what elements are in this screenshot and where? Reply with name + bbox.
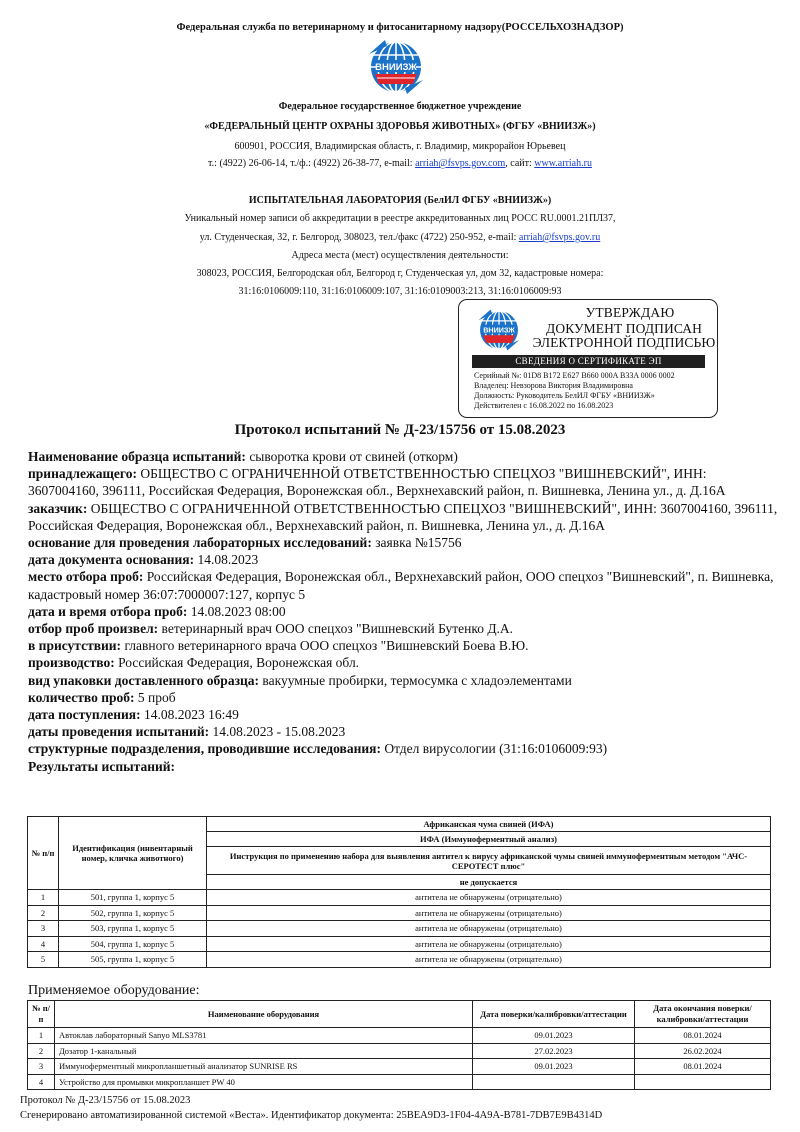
field-basis-date: дата документа основания: 14.08.2023	[28, 552, 259, 568]
org-site-link[interactable]: www.arriah.ru	[534, 158, 592, 169]
org-site-prefix: , сайт:	[505, 158, 535, 169]
org-email-link[interactable]: arriah@fsvps.gov.com	[415, 158, 506, 169]
stamp-cert-info	[474, 371, 675, 411]
table-row: 4 Устройство для промывки микропланшет PW 40	[28, 1074, 771, 1090]
footer-protocol-ref: Протокол № Д-23/15756 от 15.08.2023	[20, 1095, 191, 1106]
equipment-table	[27, 1000, 771, 1090]
col-header-num: № п/п	[28, 817, 59, 890]
field-sampling-place: место отбора проб: Российская Федерация, Воронежская обл., Верхнехавский район, ООО спецхоз "Вишневский", п. Вишневка, кадастровый номер 36:07:7000007:127, корпус 5	[28, 569, 774, 602]
lab-email-link[interactable]: arriah@fsvps.gov.ru	[518, 232, 601, 243]
field-packaging: вид упаковки доставленного образца: вакуумные пробирки, термосумка с хладоэлементами	[28, 672, 572, 688]
field-sample-name: Наименование образца испытаний: сыворотка крови от свиней (откорм)	[28, 449, 458, 464]
table-row: 2 Дозатор 1-канальный 27.02.2023 26.02.2024	[28, 1043, 771, 1059]
org-contacts	[0, 158, 800, 169]
field-customer: заказчик: ОБЩЕСТВО С ОГРАНИЧЕННОЙ ОТВЕТСТВЕННОСТЬЮ СПЕЦХОЗ "ВИШНЕВСКИЙ", ИНН: 3607004160, 396111, Российская Федерация, Воронежская обл., Верхнехавский район, п. Вишневка, Ленина ул., д. Д.16А	[28, 500, 778, 533]
eq-col-end: Дата окончания поверки/калибровки/аттестации	[635, 1001, 771, 1028]
table-row: 3 503, группа 1, корпус 5 антитела не обнаружены (отрицательно)	[28, 921, 771, 937]
vniizzh-logo-icon	[363, 38, 429, 96]
table-row: 3 Иммуноферментный микропланшетный анализатор SUNRISE RS 09.01.2023 08.01.2024	[28, 1059, 771, 1075]
lab-address-text: ул. Студенческая, 32, г. Белгород, 308023, тел./факс (4722) 250-952, e-mail:	[199, 232, 519, 243]
stamp-serial: Серийный №: 01D8 B172 E627 B660 000A B33A 0006 0002	[474, 371, 675, 380]
org-phones: т.: (4922) 26-06-14, т./ф.: (4922) 26-38-77, e-mail:	[208, 158, 416, 169]
col-header-method: ИФА (Иммуноферментный анализ)	[207, 832, 771, 847]
stamp-signed-line2: ЭЛЕКТРОННОЙ ПОДПИСЬЮ	[532, 335, 716, 350]
lab-accreditation: Уникальный номер записи об аккредитации в реестре аккредитованных лиц РОСС RU.0001.21ПЛ37,	[184, 213, 616, 224]
field-sampled-by: отбор проб произвел: ветеринарный врач ООО спецхоз "Вишневский Бутенко Д.А.	[28, 621, 514, 637]
field-witness: в присутствии: главного ветеринарного врача ООО спецхоз "Вишневский Боева В.Ю.	[28, 638, 529, 654]
field-sample-count: количество проб: 5 проб	[28, 689, 176, 705]
equipment-title: Применяемое оборудование:	[28, 983, 200, 998]
org-address: 600901, РОССИЯ, Владимирская область, г. Владимир, микрорайон Юрьевец	[234, 141, 566, 152]
col-header-norm: не допускается	[207, 875, 771, 890]
field-owner: принадлежащего: ОБЩЕСТВО С ОГРАНИЧЕННОЙ ОТВЕТСТВЕННОСТЬЮ СПЕЦХОЗ "ВИШНЕВСКИЙ", ИНН: 3607004160, 396111, Российская Федерация, Воронежская обл., Верхнехавский район, п. Вишневка, Ленина ул., д. Д.16А	[28, 466, 726, 499]
field-sampling-datetime: дата и время отбора проб: 14.08.2023 08:00	[28, 603, 286, 619]
e-signature-stamp	[458, 299, 718, 418]
stamp-approve: УТВЕРЖДАЮ	[585, 305, 675, 320]
table-row: 2 502, группа 1, корпус 5 антитела не обнаружены (отрицательно)	[28, 905, 771, 921]
activity-heading: Адреса места (мест) осуществления деятельности:	[291, 250, 509, 261]
stamp-cert-header: СВЕДЕНИЯ О СЕРТИФИКАТЕ ЭП	[472, 355, 705, 368]
activity-address: 308023, РОССИЯ, Белгородская обл, Белгород г, Студенческая ул, дом 32, кадастровые номера:	[196, 268, 604, 279]
field-basis: основание для проведения лабораторных исследований: заявка №15756	[28, 535, 462, 551]
col-header-disease: Африканская чума свиней (ИФА)	[207, 817, 771, 832]
stamp-validity: Действителен с 16.08.2022 по 16.08.2023	[474, 401, 614, 410]
table-row: 4 504, группа 1, корпус 5 антитела не обнаружены (отрицательно)	[28, 936, 771, 952]
page-footer	[20, 1093, 602, 1123]
stamp-logo-icon	[474, 308, 524, 352]
stamp-position: Должность: Руководитель БелИЛ ФГБУ «ВНИИЗЖ»	[474, 391, 655, 400]
lab-address	[0, 232, 800, 243]
col-header-instruction: Инструкция по применению набора для выявления антител к вирусу африканской чумы свиней иммуноферментным методом "АЧС-СЕРОТЕСТ плюс"	[207, 847, 771, 875]
field-received-date: дата поступления: 14.08.2023 16:49	[28, 707, 239, 723]
footer-generated: Сгенерировано автоматизированной системой «Веста». Идентификатор документа: 25BEA9D3-1F04-4A9A-B781-7DB7E9B4314D	[20, 1110, 603, 1121]
protocol-title: Протокол испытаний № Д-23/15756 от 15.08.2023	[234, 422, 566, 438]
field-test-dates: даты проведения испытаний: 14.08.2023 - 15.08.2023	[28, 724, 346, 740]
org-name: «ФЕДЕРАЛЬНЫЙ ЦЕНТР ОХРАНЫ ЗДОРОВЬЯ ЖИВОТНЫХ» (ФГБУ «ВНИИЗЖ»)	[204, 121, 596, 132]
eq-col-num: № п/п	[28, 1001, 55, 1028]
table-row: 1 501, группа 1, корпус 5 антитела не обнаружены (отрицательно)	[28, 890, 771, 906]
svg-text:ВНИИЗЖ: ВНИИЗЖ	[483, 325, 515, 335]
protocol-fields	[28, 448, 778, 775]
col-header-id: Идентификация (инвентарный номер, кличка животного)	[59, 817, 207, 890]
table-row: 1 Автоклав лабораторный Sanyo MLS3781 09.01.2023 08.01.2024	[28, 1028, 771, 1044]
field-departments: структурные подразделения, проводившие исследования: Отдел вирусологии (31:16:0106009:93)	[28, 741, 608, 757]
agency-title: Федеральная служба по ветеринарному и фитосанитарному надзору(РОССЕЛЬХОЗНАДЗОР)	[176, 22, 624, 33]
stamp-signed	[529, 322, 719, 350]
table-row: 5 505, группа 1, корпус 5 антитела не обнаружены (отрицательно)	[28, 952, 771, 968]
results-table	[27, 816, 771, 968]
eq-col-date: Дата поверки/калибровки/аттестации	[473, 1001, 635, 1028]
svg-text:ВНИИЗЖ: ВНИИЗЖ	[375, 62, 417, 73]
cadastral-numbers: 31:16:0106009:110, 31:16:0106009:107, 31:16:0109003:213, 31:16:0106009:93	[238, 286, 562, 297]
stamp-signed-line1: ДОКУМЕНТ ПОДПИСАН	[546, 321, 702, 336]
field-production: производство: Российская Федерация, Воронежская обл.	[28, 655, 360, 671]
org-type: Федеральное государственное бюджетное учреждение	[278, 101, 522, 112]
stamp-owner: Владелец: Невзорова Виктория Владимировна	[474, 381, 633, 390]
lab-name: ИСПЫТАТЕЛЬНАЯ ЛАБОРАТОРИЯ (БелИЛ ФГБУ «ВНИИЗЖ»)	[248, 195, 552, 206]
results-heading: Результаты испытаний:	[28, 758, 176, 774]
eq-col-name: Наименование оборудования	[55, 1001, 473, 1028]
